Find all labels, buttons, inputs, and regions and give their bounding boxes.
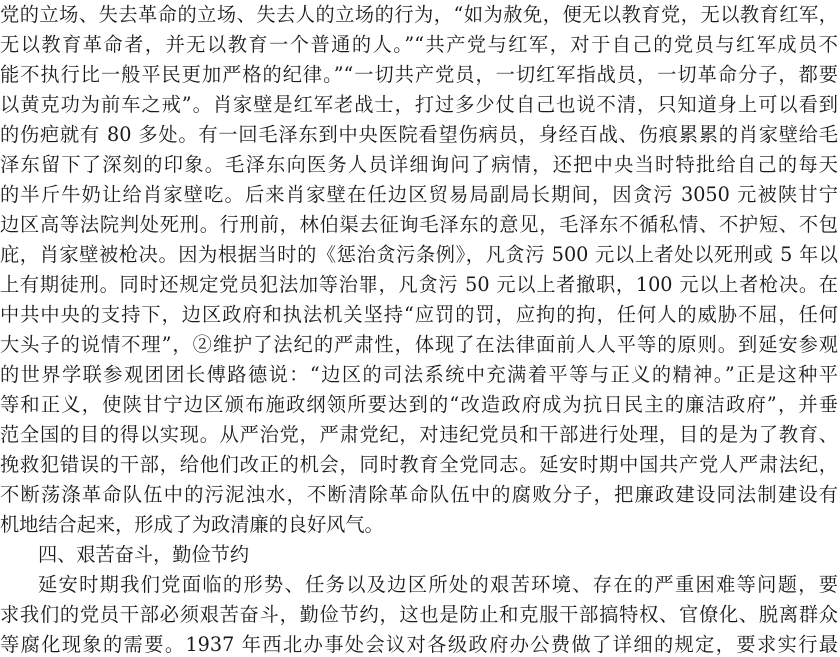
paragraph-line: 等和正义，使陕甘宁边区颁布施政纲领所要达到的“改造政府成为抗日民主的廉洁政府”，并垂: [0, 393, 838, 416]
paragraph-line: 的半斤牛奶让给肖家壁吃。后来肖家壁在任边区贸易局副局长期间，因贪污 3050 元被陕甘宁: [0, 183, 838, 206]
paragraph-line: 无以教育革命者，并无以教育一个普通的人。”“共产党与红军，对于自己的党员与红军成员不: [0, 33, 838, 56]
paragraph-line: 延安时期我们党面临的形势、任务以及边区所处的艰苦环境、存在的严重困难等问题，要: [38, 573, 838, 596]
paragraph-line: 中共中央的支持下，边区政府和执法机关坚持“应罚的罚，应拘的拘，任何人的威胁不屈，任何: [0, 303, 838, 326]
paragraph-line: 以黄克功为前车之戒”。肖家壁是红军老战士，打过多少仗自己也说不清，只知道身上可以看到: [0, 93, 838, 116]
paragraph-line: 不断荡涤革命队伍中的污泥浊水，不断清除革命队伍中的腐败分子，把廉政建设同法制建设有: [0, 483, 838, 506]
section-heading: 四、艰苦奋斗，勤俭节约: [38, 543, 250, 566]
paragraph-line: 边区高等法院判处死刑。行刑前，林伯渠去征询毛泽东的意见，毛泽东不循私情、不护短、不包: [0, 213, 838, 236]
paragraph-line: 大头子的说情不理”，②维护了法纪的严肃性，体现了在法律面前人人平等的原则。到延安参观: [0, 333, 838, 356]
paragraph-line-last: 机地结合起来，形成了为政清廉的良好风气。: [0, 513, 384, 536]
paragraph-line: 的世界学联参观团团长傅路德说：“边区的司法系统中充满着平等与正义的精神。”正是这种平: [0, 363, 838, 386]
paragraph-line: 能不执行比一般平民更加严格的纪律。”“一切共产党员，一切红军指战员，一切革命分子，都要: [0, 63, 838, 86]
paragraph-line: 挽救犯错误的干部，给他们改正的机会，同时教育全党同志。延安时期中国共产党人严肃法纪，: [0, 453, 838, 476]
paragraph-line: 党的立场、失去革命的立场、失去人的立场的行为，“如为赦免，便无以教育党，无以教育红军，: [0, 3, 838, 26]
paragraph-line: 上有期徒刑。同时还规定党员犯法加等治罪，凡贪污 50 元以上者撤职，100 元以上者枪决。在: [0, 273, 838, 296]
paragraph-line: 等腐化现象的需要。1937 年西北办事处会议对各级政府办公费做了详细的规定，要求实行最: [0, 633, 838, 656]
paragraph-line: 庇，肖家壁被枪决。因为根据当时的《惩治贪污条例》，凡贪污 500 元以上者处以死刑或 5 年以: [0, 243, 838, 266]
paragraph-line: 求我们的党员干部必须艰苦奋斗，勤俭节约，这也是防止和克服干部搞特权、官僚化、脱离群众: [0, 603, 838, 626]
paragraph-line: 泽东留下了深刻的印象。毛泽东向医务人员详细询问了病情，还把中央当时特批给自己的每天: [0, 153, 838, 176]
paragraph-line: 范全国的目的得以实现。从严治党，严肃党纪，对违纪党员和干部进行处理，目的是为了教育、: [0, 423, 838, 446]
paragraph-line: 的伤疤就有 80 多处。有一回毛泽东到中央医院看望伤病员，身经百战、伤痕累累的肖家壁给毛: [0, 123, 838, 146]
